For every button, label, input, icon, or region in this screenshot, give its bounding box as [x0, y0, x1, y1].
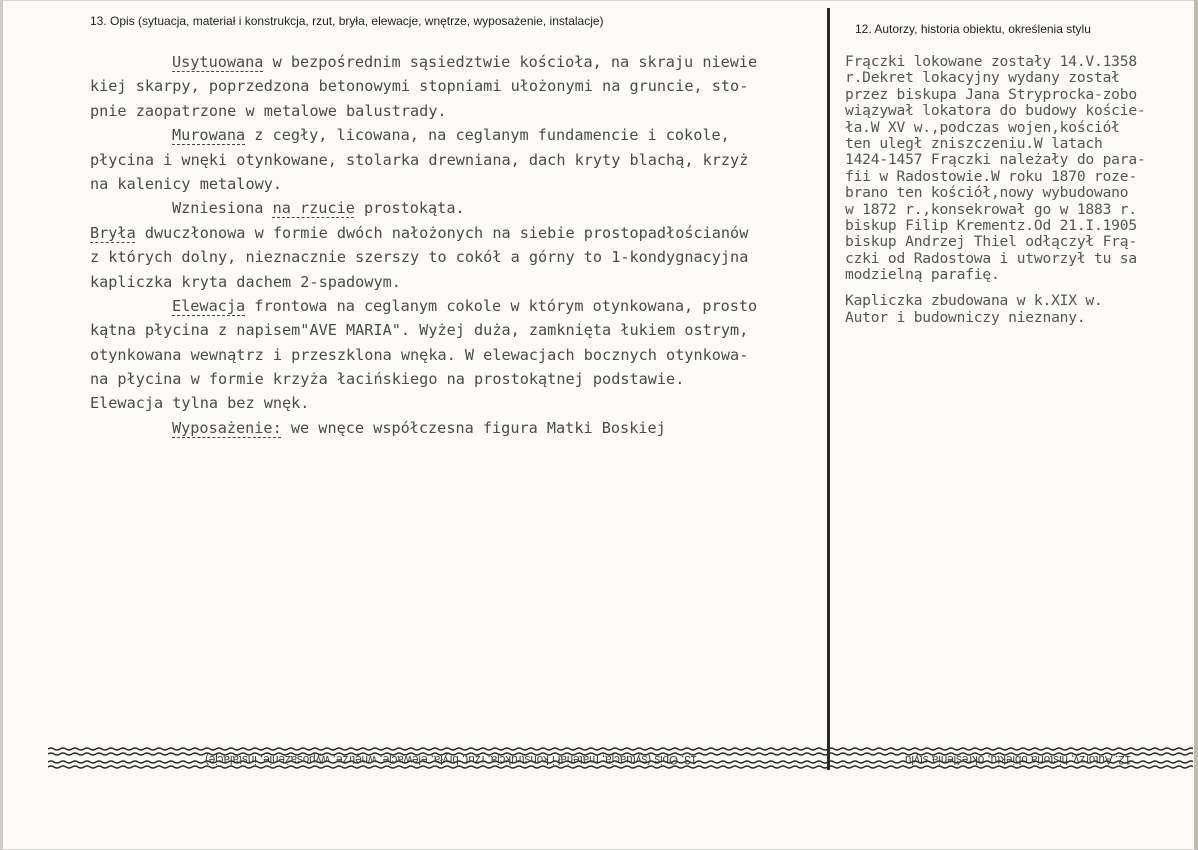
description-line — [90, 172, 825, 196]
description-line — [90, 367, 825, 391]
history-line: modzielną parafię. — [845, 266, 1000, 284]
line-text: kapliczka kryta dachem 2-spadowym. — [90, 272, 401, 291]
mirrored-heading-12: 12. Autorzy, historia obiektu, określenia stylu — [905, 753, 1132, 765]
line-text: Wzniesiona — [172, 199, 273, 218]
description-line — [90, 123, 825, 147]
underlined-keyword: Wyposażenie: — [172, 418, 282, 437]
underlined-keyword: Bryła — [90, 223, 136, 242]
history-line: w 1872 r.,konsekrował go w 1883 r. — [845, 200, 1137, 218]
line-text: w bezpośrednim sąsiedztwie kościoła, na skraju niewie — [263, 53, 758, 71]
underlined-keyword: Usytuowana — [172, 53, 264, 71]
history-line: brano ten kościół,nowy wybudowano — [845, 184, 1129, 202]
line-text: z których dolny, nieznacznie szerszy to cokół a górny to 1-kondygnacyjna — [90, 248, 749, 267]
line-text: na kalenicy metalowy. — [90, 174, 283, 193]
history-line: fii w Radostowie.W roku 1870 roze- — [845, 167, 1137, 185]
history-text — [845, 54, 1195, 326]
description-line — [90, 391, 825, 415]
line-text: płycina i wnęki otynkowane, stolarka drewniana, dach kryty blachą, krzyż — [90, 150, 749, 169]
underlined-keyword: Elewacja — [172, 296, 246, 315]
line-text: frontowa na ceglanym cokole w którym otynkowana, prosto — [245, 296, 758, 315]
line-text: Elewacja tylna bez wnęk. — [90, 394, 310, 413]
mirrored-heading-13: 13. Opis (sytuacja, materiał i konstrukcja, rzut, bryła, elewacje, wnętrze, wyposażenie, instalacje) — [205, 753, 698, 765]
history-line: wiązywał lokatora do budowy koście- — [845, 102, 1146, 120]
history-line: czki od Radostowa i utworzył tu sa — [845, 249, 1137, 267]
line-text: kątna płycina z napisem"AVE MARIA". Wyżej duża, zamknięta łukiem ostrym, — [90, 321, 749, 340]
line-text: dwuczłonowa w formie dwóch nałożonych na siebie prostopadłościanów — [135, 223, 749, 242]
history-line: biskup Andrzej Thiel odłączył Frą- — [845, 233, 1137, 251]
description-line — [90, 270, 825, 294]
wave-line — [48, 748, 1193, 750]
description-line — [90, 221, 825, 245]
line-text: otynkowana wewnątrz i przeszklona wnęka. W elewacjach bocznych otynkowa- — [90, 345, 749, 364]
description-line — [90, 294, 825, 318]
left-edge — [0, 0, 3, 850]
note-line: Autor i budowniczy nieznany. — [845, 308, 1086, 326]
note-line: Kapliczka zbudowana w k.XIX w. — [845, 292, 1103, 310]
underlined-keyword: na rzucie — [272, 199, 355, 218]
history-line: 1424-1457 Frączki należały do para- — [845, 151, 1146, 169]
wave-line — [48, 766, 1193, 768]
description-line — [90, 50, 825, 74]
description-line — [90, 416, 825, 440]
history-line: przez biskupa Jana Stryprocka-zobo — [845, 85, 1137, 103]
line-text: z cegły, licowana, na ceglanym fundamencie i cokole, — [245, 126, 730, 145]
history-line: Frączki lokowane zostały 14.V.1358 — [845, 53, 1137, 70]
column-divider — [827, 8, 830, 770]
line-text: we wnęce współczesna figura Matki Boskiej — [281, 418, 666, 437]
description-line — [90, 74, 825, 98]
description-line — [90, 245, 825, 269]
description-line — [90, 99, 825, 123]
history-line: biskup Filip Krementz.Od 21.I.1905 — [845, 216, 1137, 234]
underlined-keyword: Murowana — [172, 126, 246, 145]
section-12-heading: 12. Autorzy, historia obiektu, określenia stylu — [855, 22, 1091, 36]
description-line — [90, 196, 825, 220]
line-text: prostokąta. — [354, 199, 465, 218]
history-line: ła.W XV w.,podczas wojen,kościół — [845, 118, 1120, 136]
line-text: kiej skarpy, poprzedzona betonowymi stopniami ułożonymi na gruncie, sto- — [90, 77, 749, 96]
description-text — [90, 50, 825, 440]
history-line: r.Dekret lokacyjny wydany został — [845, 69, 1120, 87]
description-line — [90, 148, 825, 172]
history-line: ten uległ zniszczeniu.W latach — [845, 134, 1103, 152]
description-line — [90, 343, 825, 367]
description-line — [90, 318, 825, 342]
line-text: pnie zaopatrzone w metalowe balustrady. — [90, 101, 447, 120]
section-13-heading: 13. Opis (sytuacja, materiał i konstrukcja, rzut, bryła, elewacje, wnętrze, wyposażenie, instalacje) — [90, 14, 604, 28]
line-text: na płycina w formie krzyża łacińskiego na prostokątnej podstawie. — [90, 370, 685, 389]
